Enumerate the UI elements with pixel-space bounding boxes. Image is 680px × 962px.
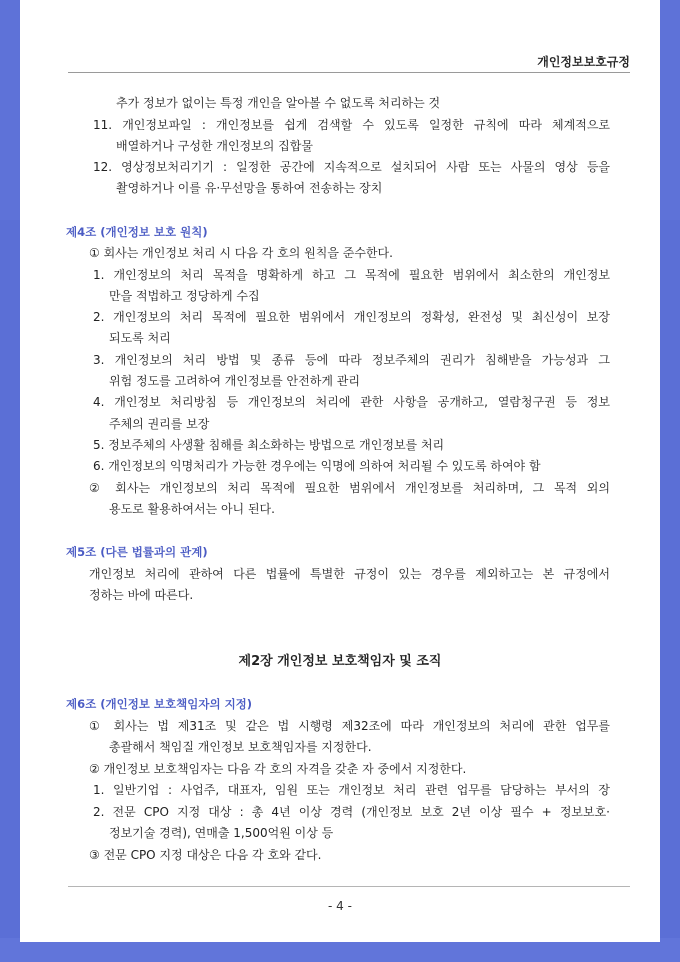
text-line: 추가 정보가 없이는 특정 개인을 알아볼 수 없도록 처리하는 것 xyxy=(116,96,441,110)
article-title: 제4조 (개인정보 보호 원칙) xyxy=(66,225,208,239)
clause: ① 회사는 개인정보 처리 시 다음 각 호의 원칙을 준수한다. xyxy=(89,246,393,260)
header-rule xyxy=(68,72,630,73)
text-line: 개인정보 처리에 관하여 다른 법률에 특별한 규정이 있는 경우를 제외하고는 본 규정에서 xyxy=(89,567,610,581)
chapter-title: 제2장 개인정보 보호책임자 및 조직 xyxy=(238,654,442,669)
running-header: 개인정보보호규정 xyxy=(537,55,630,69)
text-line: 정하는 바에 따른다. xyxy=(89,588,194,602)
page-number: - 4 - xyxy=(328,899,352,913)
list-item: 12. 영상정보처리기기 : 일정한 공간에 지속적으로 설치되어 사람 또는 사물의 영상 등을 xyxy=(93,160,610,174)
clause: ② 회사는 개인정보의 처리 목적에 필요한 범위에서 개인정보를 처리하며, 그 목적 외의 xyxy=(89,481,610,495)
list-item: 4. 개인정보 처리방침 등 개인정보의 처리에 관한 사항을 공개하고, 열람청구권 등 정보 xyxy=(93,395,610,409)
clause: ③ 전문 CPO 지정 대상은 다음 각 호와 같다. xyxy=(89,848,322,862)
text-line: 되도록 처리 xyxy=(109,331,171,345)
text-line: 총괄해서 책임질 개인정보 보호책임자를 지정한다. xyxy=(109,740,372,754)
text-line: 용도로 활용하여서는 아니 된다. xyxy=(109,502,275,516)
list-item: 5. 정보주체의 사생활 침해를 최소화하는 방법으로 개인정보를 처리 xyxy=(93,438,445,452)
footer-rule xyxy=(68,886,630,887)
list-item: 2. 개인정보의 처리 목적에 필요한 범위에서 개인정보의 정확성, 완전성 및 최신성이 보장 xyxy=(93,310,610,324)
text-line: 정보기술 경력), 연매출 1,500억원 이상 등 xyxy=(109,826,334,840)
text-line: 배열하거나 구성한 개인정보의 집합물 xyxy=(116,139,313,153)
list-item: 11. 개인정보파일 : 개인정보를 쉽게 검색할 수 있도록 일정한 규칙에 따라 체계적으로 xyxy=(93,118,610,132)
list-item: 1. 일반기업 : 사업주, 대표자, 임원 또는 개인정보 처리 관련 업무를 담당하는 부서의 장 xyxy=(93,783,610,797)
clause: ① 회사는 법 제31조 및 같은 법 시행령 제32조에 따라 개인정보의 처리에 관한 업무를 xyxy=(89,719,610,733)
clause: ② 개인정보 보호책임자는 다음 각 호의 자격을 갖춘 자 중에서 지정한다. xyxy=(89,762,467,776)
list-item: 2. 전문 CPO 지정 대상 : 총 4년 이상 경력 (개인정보 보호 2년 이상 필수 + 정보보호· xyxy=(93,805,610,819)
article-title: 제5조 (다른 법률과의 관계) xyxy=(66,545,208,559)
text-line: 주체의 권리를 보장 xyxy=(109,417,210,431)
text-line: 촬영하거나 이를 유·무선망을 통하여 전송하는 장치 xyxy=(116,181,383,195)
list-item: 6. 개인정보의 익명처리가 가능한 경우에는 익명에 의하여 처리될 수 있도록 하여야 함 xyxy=(93,459,541,473)
article-title: 제6조 (개인정보 보호책임자의 지정) xyxy=(66,697,253,711)
text-line: 위험 정도를 고려하여 개인정보를 안전하게 관리 xyxy=(109,374,360,388)
text-line: 만을 적법하고 정당하게 수집 xyxy=(109,289,260,303)
document-page xyxy=(20,0,660,942)
list-item: 1. 개인정보의 처리 목적을 명확하게 하고 그 목적에 필요한 범위에서 최소한의 개인정보 xyxy=(93,268,610,282)
list-item: 3. 개인정보의 처리 방법 및 종류 등에 따라 정보주체의 권리가 침해받을 가능성과 그 xyxy=(93,353,610,367)
